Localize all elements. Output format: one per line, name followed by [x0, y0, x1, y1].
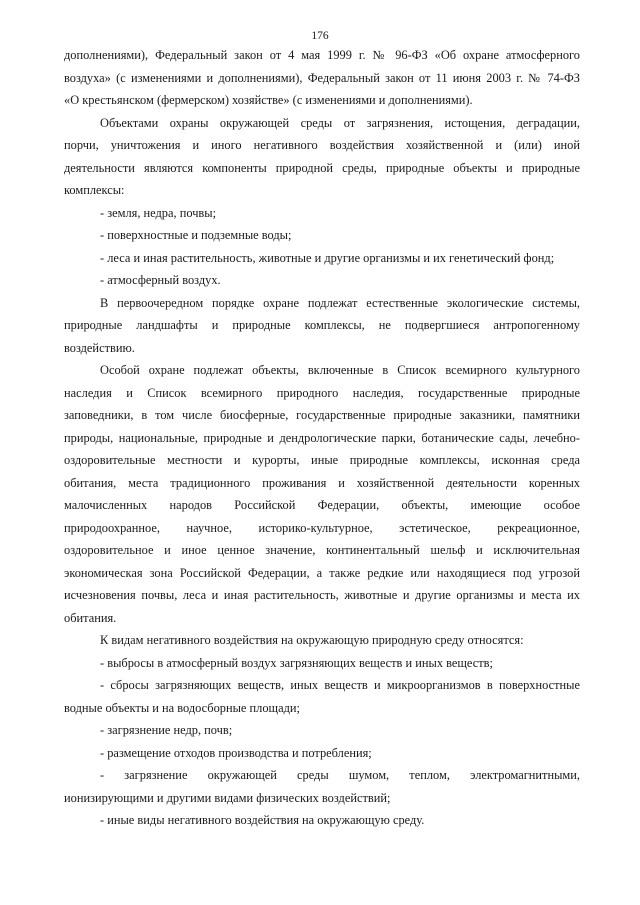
text-line: Объектами охраны окружающей среды от загрязнения, истощения, деградации,	[100, 115, 580, 130]
text-line: К видам негативного воздействия на окружающую природную среду относятся:	[100, 633, 524, 647]
text-line: - выбросы в атмосферный воздух загрязняющих веществ и иных веществ;	[100, 655, 493, 670]
text-line: воздуха» (с изменениями и дополнениями), Федеральный закон от 11 июня 2003 г. № 74-ФЗ	[64, 70, 580, 85]
text-line: порчи, уничтожения и иного негативного воздействия хозяйственной и (или) иной	[64, 138, 580, 152]
paragraph	[64, 247, 580, 270]
paragraph	[64, 809, 580, 832]
paragraph	[64, 112, 580, 202]
page-number: 176	[311, 30, 329, 42]
text-line: «О крестьянском (фермерском) хозяйстве» (с изменениями и дополнениями).	[64, 93, 473, 107]
paragraph	[64, 674, 580, 719]
text-line: оздоровительное и иное ценное значение, континентальный шельф и исключительная	[64, 543, 580, 557]
paragraph	[64, 764, 580, 809]
text-line: воздействию.	[64, 340, 135, 355]
text-line: заповедники, в том числе биосферные, государственные природные заказники, памятники	[64, 408, 580, 422]
text-line: малочисленных народов Российской Федерации, объекты, имеющие особое	[64, 498, 580, 512]
text-line: В первоочередном порядке охране подлежат естественные экологические системы,	[100, 295, 580, 310]
document-body	[64, 44, 580, 832]
text-line: водные объекты и на водосборные площади;	[64, 700, 300, 715]
text-line: - иные виды негативного воздействия на окружающую среду.	[100, 813, 425, 827]
text-line: - загрязнение недр, почв;	[100, 723, 233, 737]
text-line: - леса и иная растительность, животные и другие организмы и их генетический фонд;	[100, 250, 555, 265]
text-line: - земля, недра, почвы;	[100, 205, 217, 220]
text-line: оздоровительные местности и курорты, иные природные комплексы, исконная среда	[64, 453, 580, 467]
paragraph	[64, 269, 580, 292]
paragraph	[64, 202, 580, 225]
text-line: Особой охране подлежат объекты, включенные в Список всемирного культурного	[100, 363, 580, 377]
paragraph	[64, 44, 580, 112]
paragraph	[64, 719, 580, 742]
text-line: обитания.	[64, 610, 117, 625]
text-line: исчезновения почвы, леса и иная растительность, животные и другие организмы и места их	[64, 588, 580, 602]
paragraph	[64, 652, 580, 675]
text-line: дополнениями), Федеральный закон от 4 мая 1999 г. № 96-ФЗ «Об охране атмосферного	[64, 48, 580, 62]
text-line: деятельности являются компоненты природной среды, природные объекты и природные	[64, 160, 580, 175]
text-line: экономическая зона Российской Федерации, а также редкие или находящиеся под угрозой	[64, 565, 580, 580]
paragraph	[64, 359, 580, 629]
text-line: обитания, места традиционного проживания и хозяйственной деятельности коренных	[64, 475, 580, 490]
text-line: - загрязнение окружающей среды шумом, теплом, электромагнитными,	[100, 768, 580, 782]
paragraph	[64, 292, 580, 360]
text-line: - размещение отходов производства и потребления;	[100, 745, 372, 760]
text-line: - поверхностные и подземные воды;	[100, 228, 292, 242]
paragraph	[64, 224, 580, 247]
paragraph	[64, 629, 580, 652]
text-line: ионизирующими и другими видами физических воздействий;	[64, 790, 391, 805]
text-line: - атмосферный воздух.	[100, 273, 221, 287]
text-line: природоохранное, научное, историко-культурное, эстетическое, рекреационное,	[64, 520, 580, 535]
text-line: наследия и Список всемирного природного наследия, государственные природные	[64, 385, 580, 400]
text-line: природы, национальные, природные и дендрологические парки, ботанические сады, лечебно-	[64, 430, 580, 445]
text-line: - сбросы загрязняющих веществ, иных веществ и микроорганизмов в поверхностные	[100, 678, 580, 692]
paragraph	[64, 742, 580, 765]
text-line: природные ландшафты и природные комплексы, не подвергшиеся антропогенному	[64, 318, 580, 332]
text-line: комплексы:	[64, 183, 125, 197]
